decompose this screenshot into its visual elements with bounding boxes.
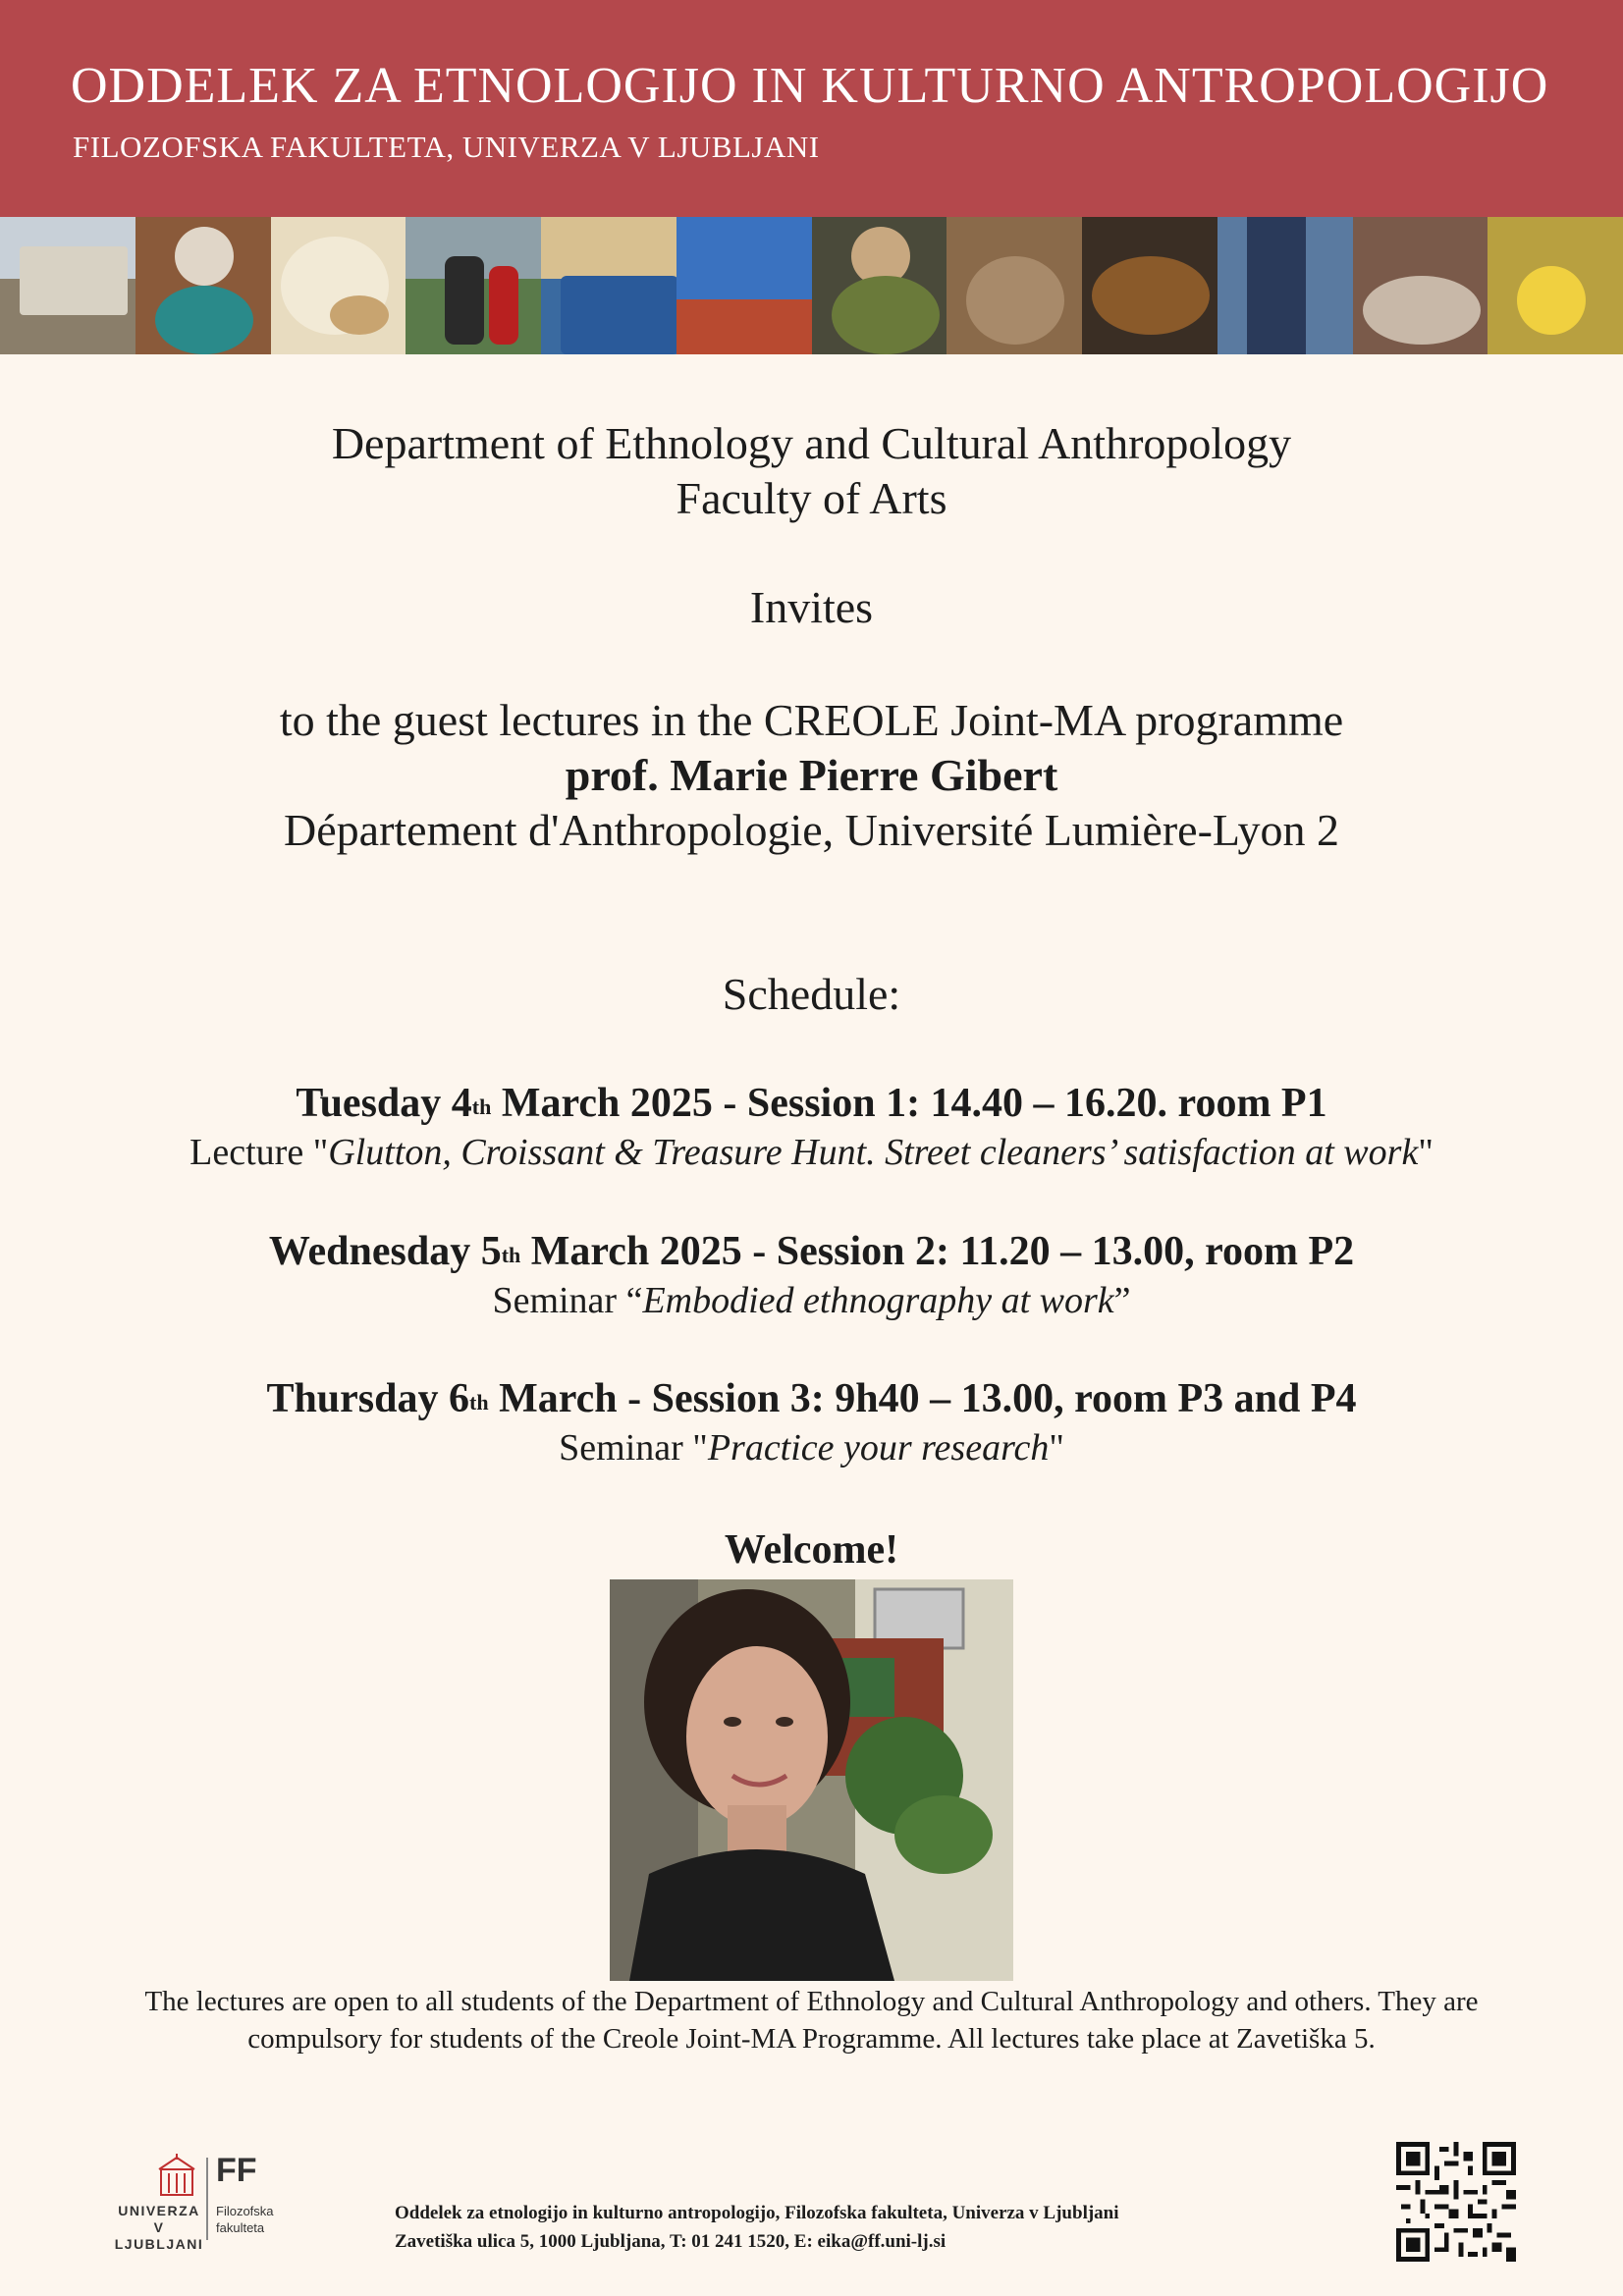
session-2-description: Seminar “Embodied ethnography at work” xyxy=(492,1280,1131,1321)
footer-address-line-1: Oddelek za etnologijo in kulturno antropologijo, Filozofska fakulteta, Univerza v Ljubljani xyxy=(395,2203,1119,2223)
guest-lecture-info xyxy=(0,693,1623,858)
welcome-text: Welcome! xyxy=(724,1527,899,1573)
guest-line: to the guest lectures in the CREOLE Joint-MA programme xyxy=(279,695,1344,745)
speaker-name: prof. Marie Pierre Gibert xyxy=(565,750,1058,800)
footer-address xyxy=(395,2199,1119,2256)
invites-label: Invites xyxy=(749,582,874,632)
attendance-note-line-1: The lectures are open to all students of the Department of Ethnology and Cultural Anthropology and others. They are xyxy=(144,1986,1479,2017)
logo-divider xyxy=(206,2158,208,2240)
speaker-affiliation: Département d'Anthropologie, Université Lumière-Lyon 2 xyxy=(284,805,1339,855)
session-1-description: Lecture "Glutton, Croissant & Treasure Hunt. Street cleaners’ satisfaction at work" xyxy=(189,1132,1434,1173)
faculty-name: Faculty of Arts xyxy=(676,473,947,523)
university-logo xyxy=(110,2152,297,2250)
strip-photo-fish-market xyxy=(1353,217,1488,354)
session-3 xyxy=(0,1373,1623,1471)
header-subtitle: FILOZOFSKA FAKULTETA, UNIVERZA V LJUBLJANI xyxy=(73,130,820,164)
header-banner xyxy=(0,0,1623,217)
strip-photo-dumplings xyxy=(271,217,406,354)
faculty-logo-ff: FF xyxy=(216,2152,257,2189)
session-3-heading: Thursday 6th March - Session 3: 9h40 – 13.00, room P3 and P4 xyxy=(266,1376,1357,1421)
strip-photo-skyscraper xyxy=(1217,217,1353,354)
university-name: UNIVERZA V LJUBLJANI xyxy=(114,2203,204,2252)
speaker-portrait xyxy=(610,1579,1013,1981)
strip-photo-sky-roof xyxy=(676,217,812,354)
strip-photo-market-woman xyxy=(135,217,271,354)
session-2-heading: Wednesday 5th March 2025 - Session 2: 11.20 – 13.00, room P2 xyxy=(268,1229,1355,1274)
schedule-label: Schedule: xyxy=(722,969,901,1019)
session-2 xyxy=(0,1226,1623,1324)
strip-photo-kurent-mask xyxy=(812,217,947,354)
session-1 xyxy=(0,1078,1623,1176)
session-3-description: Seminar "Practice your research" xyxy=(559,1427,1064,1468)
attendance-note xyxy=(0,1983,1623,2057)
strip-photo-stalls xyxy=(1082,217,1217,354)
footer-address-line-2: Zavetiška ulica 5, 1000 Ljubljana, T: 01 241 1520, E: eika@ff.uni-lj.si xyxy=(395,2231,947,2252)
header-title: ODDELEK ZA ETNOLOGIJO IN KULTURNO ANTROPOLOGIJO xyxy=(71,58,1549,114)
strip-photo-procession xyxy=(947,217,1082,354)
strip-photo-dancers xyxy=(406,217,541,354)
qr-code[interactable] xyxy=(1396,2142,1516,2262)
session-1-heading: Tuesday 4th March 2025 - Session 1: 14.40 – 16.20. room P1 xyxy=(296,1081,1327,1126)
photo-strip xyxy=(0,217,1623,354)
department-name: Department of Ethnology and Cultural Anthropology xyxy=(331,418,1292,468)
strip-photo-crowd xyxy=(541,217,676,354)
attendance-note-line-2: compulsory for students of the Creole Joint-MA Programme. All lectures take place at Zavetiška 5. xyxy=(247,2023,1376,2055)
invitation-heading xyxy=(0,416,1623,526)
strip-photo-farmhouse xyxy=(0,217,135,354)
faculty-logo-name: Filozofska fakulteta xyxy=(216,2204,274,2235)
portrait-illustration xyxy=(610,1579,1013,1981)
university-building-icon xyxy=(157,2154,196,2199)
strip-photo-cheese xyxy=(1488,217,1623,354)
